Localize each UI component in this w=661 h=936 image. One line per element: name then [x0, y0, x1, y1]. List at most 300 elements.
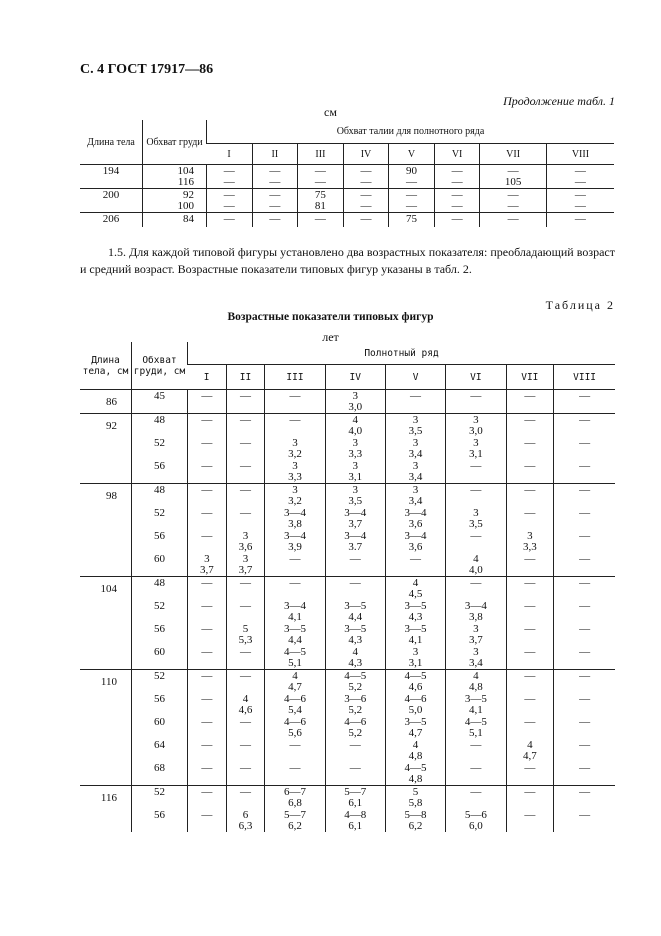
age-entry: [507, 414, 554, 437]
age-average: [446, 751, 505, 762]
age-column: [227, 414, 265, 483]
table2-age-cell: [226, 786, 265, 833]
age-entry: [386, 600, 445, 623]
chest-column: [132, 414, 187, 483]
age-average: [446, 589, 505, 600]
table2-chest-cell: [132, 484, 188, 577]
age-predominant: 5—7: [344, 786, 367, 798]
age-average: 6,2: [408, 820, 423, 832]
waist-value: —: [269, 176, 281, 188]
age-predominant: —: [239, 670, 251, 682]
age-predominant: 4—5: [404, 670, 427, 682]
table1-waist-cell: [434, 213, 480, 227]
age-entry: [227, 484, 265, 507]
age-entry: [507, 786, 554, 809]
table1-waist-cell: [298, 189, 344, 213]
table1-group-header: V: [389, 144, 435, 165]
age-predominant: —: [201, 786, 213, 798]
age-average: 3,6: [238, 541, 253, 553]
chest-value: 48: [154, 577, 165, 589]
age-entry: [326, 507, 385, 530]
age-predominant: 3—5: [464, 693, 487, 705]
table1-waist-cell: [480, 189, 546, 213]
age-predominant: —: [470, 530, 482, 542]
table2-group-header: VIII: [554, 365, 615, 390]
waist-value: —: [223, 189, 235, 201]
age-average: [265, 774, 324, 785]
age-column: [188, 390, 226, 413]
age-predominant: —: [239, 600, 251, 612]
table1-waist-cell: [207, 165, 253, 189]
age-predominant: 3—4: [283, 600, 306, 612]
age-entry: [227, 716, 265, 739]
age-column: [386, 414, 445, 483]
chest-value: 56: [154, 693, 165, 705]
table2-group-header: V: [385, 365, 445, 390]
age-predominant: —: [410, 390, 422, 402]
table1-waist-cell: [546, 213, 614, 227]
table-row: [80, 189, 614, 213]
age-column: [554, 786, 615, 832]
age-entry: [326, 530, 385, 553]
age-average: [554, 496, 615, 507]
age-average: [386, 402, 445, 413]
age-entry: [386, 437, 445, 460]
age-predominant: —: [201, 507, 213, 519]
waist-value: —: [223, 176, 235, 188]
table1-waist-cell: [480, 165, 546, 189]
length-value: 206: [102, 213, 120, 225]
waist-value: —: [269, 213, 281, 225]
age-predominant: —: [524, 646, 536, 658]
age-entry: [507, 460, 554, 483]
age-average: 3,9: [288, 541, 302, 553]
age-entry: [507, 716, 554, 739]
table1-group-header: VIII: [546, 144, 614, 165]
age-average: [227, 774, 265, 785]
age-average: 4,3: [408, 611, 423, 623]
table2-age-cell: [446, 484, 506, 577]
age-predominant: —: [289, 553, 301, 565]
table2-age-cell: [265, 390, 325, 414]
age-predominant: 3—4: [404, 530, 427, 542]
age-average: 5,2: [348, 681, 363, 693]
table2-age-cell: [265, 414, 325, 484]
age-average: [265, 426, 324, 437]
waist-value: 75: [406, 213, 418, 225]
age-average: [227, 449, 265, 460]
age-average: [188, 426, 226, 437]
age-predominant: —: [289, 762, 301, 774]
table2-age-cell: [265, 786, 325, 833]
age-predominant: 4: [473, 670, 479, 682]
age-entry: [554, 507, 615, 530]
table-row: [80, 670, 615, 786]
age-column: [386, 577, 445, 669]
table1-waist-cell: [343, 213, 389, 227]
age-average: 3,4: [468, 657, 483, 669]
age-predominant: —: [524, 623, 536, 635]
age-entry: [265, 623, 324, 646]
table2-age-cell: [446, 577, 506, 670]
waist-value: —: [406, 189, 418, 201]
table2-chest-cell: [132, 786, 188, 833]
age-predominant: —: [524, 437, 536, 449]
age-column: [265, 786, 324, 832]
age-average: [265, 751, 324, 762]
age-entry: [188, 646, 226, 669]
age-entry: [227, 437, 265, 460]
table2-length-cell: 104: [100, 583, 117, 595]
age-predominant: 6—7: [283, 786, 306, 798]
waist-value: —: [360, 200, 372, 212]
table1-waist-cell: [434, 165, 480, 189]
age-entry: [446, 762, 505, 785]
table1-waist-cell: [343, 189, 389, 213]
table2-age-cell: [554, 786, 615, 833]
waist-value: —: [269, 165, 281, 177]
age-average: [265, 565, 324, 576]
age-entry: [386, 693, 445, 716]
table2-age-cell: [446, 414, 506, 484]
age-predominant: 3: [292, 460, 298, 472]
age-predominant: —: [201, 414, 213, 426]
age-entry: [227, 762, 265, 785]
chest-value: 52: [154, 786, 165, 798]
age-predominant: —: [201, 646, 213, 658]
age-predominant: —: [201, 739, 213, 751]
age-column: [386, 786, 445, 832]
chest-entry: [132, 716, 187, 739]
age-predominant: 3: [204, 553, 210, 565]
age-column: [507, 670, 554, 785]
table1: [80, 120, 614, 227]
table2-age-cell: [446, 390, 506, 414]
age-column: [227, 390, 265, 413]
age-average: [386, 565, 445, 576]
table2-header-full: Полнотный ряд: [188, 342, 616, 365]
age-average: 3,4: [408, 448, 423, 460]
age-column: [386, 670, 445, 785]
table1-waist-cell: [298, 165, 344, 189]
age-average: [507, 472, 554, 483]
age-entry: [386, 484, 445, 507]
table1-waist-cell: [389, 213, 435, 227]
age-column: [326, 577, 385, 669]
age-column: [446, 390, 505, 413]
age-entry: [507, 553, 554, 576]
age-average: [188, 658, 226, 669]
table2-title: Возрастные показатели типовых фигур: [227, 311, 434, 323]
chest-entry: [132, 390, 187, 413]
age-entry: [227, 646, 265, 669]
age-entry: [326, 390, 385, 413]
age-entry: [554, 600, 615, 623]
age-predominant: 3: [412, 484, 419, 496]
age-column: [446, 414, 505, 483]
age-entry: [227, 693, 265, 716]
table2-unit: лет: [322, 330, 339, 344]
table2-header-length: Длина тела, см: [82, 354, 129, 377]
age-entry: [188, 437, 226, 460]
table1-unit: см: [324, 105, 337, 119]
age-average: [188, 589, 226, 600]
age-entry: [386, 670, 445, 693]
age-predominant: —: [201, 460, 213, 472]
table1-group-header: I: [227, 148, 231, 160]
chest-column: [132, 786, 187, 832]
age-predominant: 3—4: [344, 507, 367, 519]
table-row: [80, 165, 614, 189]
age-average: [188, 774, 226, 785]
age-entry: [554, 484, 615, 507]
age-entry: [386, 530, 445, 553]
age-entry: [227, 530, 265, 553]
waist-value: —: [507, 189, 519, 201]
age-predominant: —: [201, 390, 213, 402]
age-predominant: —: [524, 460, 536, 472]
age-entry: [265, 809, 324, 832]
table1-waist-cell: [546, 165, 614, 189]
age-entry: [265, 414, 324, 437]
age-entry: [446, 623, 505, 646]
age-column: [227, 786, 265, 832]
chest-value: 60: [154, 716, 165, 728]
age-column: [326, 670, 385, 785]
age-average: 3,1: [408, 657, 423, 669]
table2-chest-cell: [132, 414, 188, 484]
age-entry: [446, 414, 505, 437]
age-column: [386, 390, 445, 413]
table2-age-cell: [385, 414, 445, 484]
age-entry: [554, 553, 615, 576]
age-entry: [265, 484, 324, 507]
age-predominant: 4—6: [344, 716, 367, 728]
age-average: [188, 519, 226, 530]
age-entry: [227, 600, 265, 623]
age-entry: [386, 553, 445, 576]
chest-entry: [132, 600, 187, 623]
age-predominant: —: [349, 739, 361, 751]
table1-group-header: VI: [434, 144, 480, 165]
age-predominant: 6: [242, 809, 249, 821]
table1-waist-cell: [480, 213, 546, 227]
age-predominant: —: [524, 670, 536, 682]
age-predominant: —: [579, 786, 591, 798]
age-predominant: —: [579, 530, 591, 542]
age-entry: [265, 507, 324, 530]
table2-age-cell: [325, 577, 385, 670]
age-entry: [507, 623, 554, 646]
age-predominant: 4: [412, 577, 419, 589]
age-average: [507, 426, 554, 437]
age-entry: [554, 786, 615, 809]
age-average: [446, 496, 505, 507]
table2-age-cell: [506, 414, 554, 484]
waist-value: —: [507, 165, 519, 177]
age-predominant: 4—6: [404, 693, 427, 705]
age-average: 5,8: [408, 797, 423, 809]
age-predominant: —: [239, 716, 251, 728]
age-entry: [446, 530, 505, 553]
chest-value: 52: [154, 437, 165, 449]
table1-waist-cell: [434, 189, 480, 213]
age-entry: [227, 414, 265, 437]
age-predominant: —: [470, 739, 482, 751]
chest-value: 64: [154, 739, 165, 751]
age-column: [326, 484, 385, 576]
age-average: [227, 426, 265, 437]
age-average: 3,2: [288, 448, 302, 460]
waist-value: —: [360, 189, 372, 201]
age-predominant: —: [201, 762, 213, 774]
age-predominant: 4: [412, 739, 419, 751]
age-average: 4,1: [468, 704, 483, 716]
age-average: 5,3: [238, 634, 253, 646]
age-entry: [446, 739, 505, 762]
age-predominant: 3: [473, 507, 479, 519]
age-entry: [265, 530, 324, 553]
age-average: 3,7: [348, 518, 363, 530]
table2-age-cell: [385, 484, 445, 577]
age-entry: [188, 460, 226, 483]
age-average: 3,5: [468, 518, 483, 530]
age-predominant: 3—4: [344, 530, 367, 542]
age-entry: [507, 437, 554, 460]
age-predominant: —: [579, 646, 591, 658]
age-average: [507, 519, 554, 530]
age-predominant: 3—5: [344, 600, 367, 612]
age-entry: [554, 646, 615, 669]
table2-age-cell: [226, 577, 265, 670]
age-average: 3,6: [408, 541, 423, 553]
age-average: [507, 798, 554, 809]
age-predominant: —: [201, 577, 213, 589]
chest-value: 56: [154, 809, 165, 821]
age-average: 4,8: [408, 773, 423, 785]
age-predominant: 3—4: [283, 507, 306, 519]
age-entry: [507, 507, 554, 530]
age-average: [188, 821, 226, 832]
age-average: [507, 565, 554, 576]
age-average: 4,3: [348, 634, 363, 646]
age-average: [554, 635, 615, 646]
chest-entry: [132, 530, 187, 553]
age-average: [188, 635, 226, 646]
age-predominant: 3: [473, 414, 479, 426]
age-average: 6,3: [238, 820, 253, 832]
age-entry: [386, 786, 445, 809]
age-entry: [554, 762, 615, 785]
table-row: [80, 786, 615, 833]
age-predominant: —: [239, 460, 251, 472]
age-predominant: 3: [473, 437, 479, 449]
chest-entry: [132, 809, 187, 832]
age-entry: [265, 577, 324, 600]
age-predominant: —: [524, 484, 536, 496]
table2-age-cell: [188, 484, 227, 577]
age-entry: [188, 414, 226, 437]
age-predominant: 4—5: [344, 670, 367, 682]
age-column: [554, 670, 615, 785]
age-column: [227, 484, 265, 576]
table2-group-header: VI: [446, 365, 506, 390]
age-average: [227, 472, 265, 483]
age-predominant: 3—4: [283, 530, 306, 542]
age-entry: [265, 716, 324, 739]
age-average: [554, 565, 615, 576]
age-entry: [446, 693, 505, 716]
age-average: 4,0: [348, 425, 363, 437]
age-entry: [446, 600, 505, 623]
age-average: [446, 402, 505, 413]
chest-value: 48: [154, 484, 165, 496]
age-average: [554, 612, 615, 623]
age-predominant: —: [201, 670, 213, 682]
chest-value: 104: [177, 165, 194, 177]
age-average: 4,6: [408, 681, 423, 693]
chest-value: 60: [154, 646, 165, 658]
age-column: [554, 484, 615, 576]
chest-value: 84: [183, 213, 194, 225]
table1-length-cell: [80, 213, 143, 227]
age-entry: [227, 577, 265, 600]
age-predominant: —: [239, 762, 251, 774]
age-predominant: 3: [412, 646, 419, 658]
age-average: 4,3: [348, 657, 363, 669]
age-average: 4,7: [408, 727, 423, 739]
age-average: 4,1: [288, 611, 302, 623]
age-entry: [265, 739, 324, 762]
age-average: [446, 472, 505, 483]
age-entry: [326, 437, 385, 460]
age-predominant: 3: [527, 530, 533, 542]
age-predominant: 3—5: [404, 716, 427, 728]
table1-waist-cell: [343, 165, 389, 189]
age-entry: [227, 670, 265, 693]
table2-group-header: VII: [506, 365, 554, 390]
age-predominant: —: [349, 762, 361, 774]
age-entry: [265, 553, 324, 576]
table1-waist-cell: [389, 189, 435, 213]
age-entry: [446, 507, 505, 530]
table2-age-cell: [506, 577, 554, 670]
age-average: 3,7: [468, 634, 483, 646]
age-entry: [326, 739, 385, 762]
age-entry: [554, 739, 615, 762]
age-entry: [446, 716, 505, 739]
age-average: [326, 751, 385, 762]
age-entry: [554, 437, 615, 460]
age-predominant: 4—6: [283, 716, 306, 728]
age-average: [554, 519, 615, 530]
age-predominant: 3: [352, 484, 358, 496]
table2-length-cell: 98: [106, 490, 117, 502]
age-average: 4,8: [408, 750, 423, 762]
table1-length-cell: [80, 165, 143, 189]
table2-age-cell: [554, 577, 615, 670]
age-average: [507, 682, 554, 693]
age-average: [326, 589, 385, 600]
age-entry: [446, 809, 505, 832]
waist-value: —: [223, 165, 235, 177]
age-column: [188, 414, 226, 483]
table2-age-cell: [385, 390, 445, 414]
age-predominant: —: [470, 460, 482, 472]
table2-age-cell: [226, 670, 265, 786]
table2-age-cell: [188, 390, 227, 414]
age-average: 3,3: [522, 541, 537, 553]
